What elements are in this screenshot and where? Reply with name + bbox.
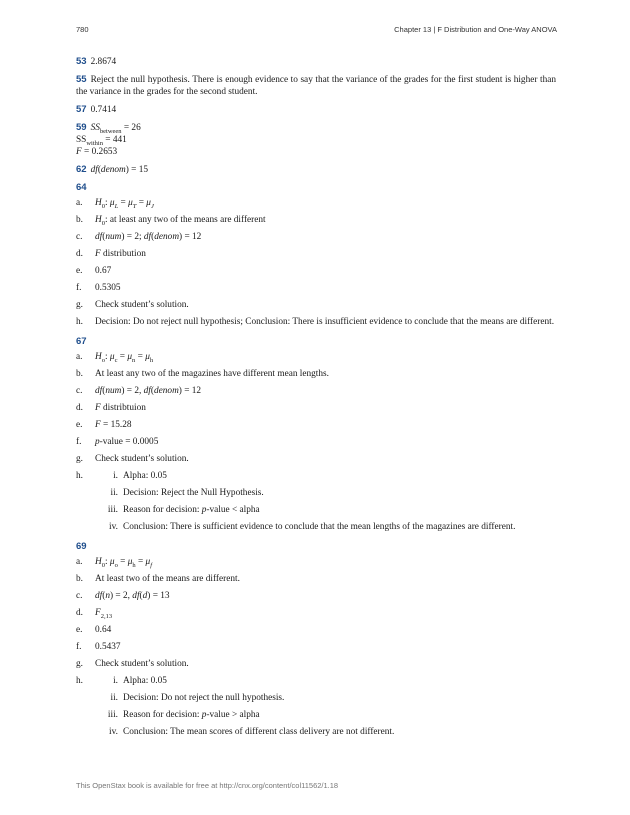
between-subscript: between: [99, 127, 122, 135]
mu-symbol: μ: [127, 557, 133, 567]
item-text: Decision: Do not reject null hypothesis; Conclusion: There is insufficient evidence to conclude that the means are different.: [95, 317, 555, 327]
item-label: f.: [76, 437, 82, 447]
answer-number: 64: [76, 182, 87, 193]
item-label: b.: [76, 574, 83, 584]
answer-number: 62: [76, 164, 87, 175]
mu-subscript: n: [132, 356, 136, 364]
mu-symbol: μ: [128, 198, 133, 208]
item-text: = 15.28: [100, 420, 132, 430]
sub-item-text: Reason for decision:: [123, 505, 202, 515]
ss-between-label: SS: [90, 123, 100, 133]
sub-item-text: Conclusion: The mean scores of different class delivery are not different.: [123, 727, 395, 737]
h-symbol: H: [95, 352, 102, 362]
answer-number: 59: [76, 122, 87, 133]
p-symbol: p: [201, 710, 207, 720]
mu-symbol: μ: [127, 352, 133, 362]
item-label: f.: [76, 642, 82, 652]
equals: =: [136, 198, 147, 208]
f-symbol: F: [95, 249, 101, 259]
sub-item-label: iv.: [109, 727, 118, 737]
denom-label: denom: [100, 165, 126, 175]
item-text: 0.64: [95, 625, 112, 635]
df-label: df: [143, 232, 152, 242]
list-item: [76, 351, 556, 363]
f-symbol: F: [95, 403, 101, 413]
answer-text: 0.7414: [90, 105, 117, 115]
item-label: a.: [76, 352, 83, 362]
mu-symbol: μ: [109, 198, 115, 208]
item-text: At least two of the means are different.: [95, 574, 240, 584]
list-item: [76, 624, 556, 636]
item-text: At least any two of the magazines have different mean lengths.: [95, 369, 329, 379]
sub-item-label: iii.: [107, 505, 118, 515]
sub-item-label: iii.: [107, 710, 118, 720]
answer-67: [76, 336, 556, 533]
denom-label: denom: [154, 386, 179, 396]
sub-item-text: Decision: Do not reject the null hypothesis.: [123, 693, 285, 703]
mu-subscript: h: [149, 356, 154, 364]
list-item: [76, 641, 556, 653]
item-text: 0.5437: [95, 642, 121, 652]
item-label: c.: [76, 386, 83, 396]
item-label: d.: [76, 403, 83, 413]
item-text: Check student’s solution.: [95, 659, 189, 669]
item-text: distribution: [100, 249, 146, 259]
answer-number: 57: [76, 104, 87, 115]
item-text: ) = 2,: [121, 386, 144, 396]
list-item: [76, 248, 556, 260]
item-label: d.: [76, 608, 83, 618]
item-label: b.: [76, 215, 83, 225]
h-subscript: o: [101, 356, 105, 364]
df-label: df: [95, 386, 103, 396]
list-item: [76, 299, 556, 311]
ss-between-value: = 26: [121, 123, 141, 133]
sub-item: [95, 504, 556, 516]
page-footer: This OpenStax book is available for free at http://cnx.org/content/col11562/1.18: [76, 781, 339, 790]
df-label: df: [90, 165, 98, 175]
list-item: [76, 573, 556, 585]
num-label: num: [105, 386, 122, 396]
item-text: ) = 2,: [110, 591, 133, 601]
denom-label: denom: [154, 232, 180, 242]
sub-item: [95, 692, 556, 704]
sub-item-label: i.: [113, 676, 118, 686]
h-subscript: 0: [101, 561, 105, 569]
n-label: n: [105, 591, 110, 601]
ss-within-label: SS: [76, 135, 87, 145]
d-label: d: [142, 591, 148, 601]
item-text: -value = 0.0005: [99, 437, 159, 447]
f-subscript: 2,13: [100, 612, 113, 620]
equals: =: [117, 352, 128, 362]
mu-subscript: J: [150, 202, 154, 210]
mu-subscript: h: [132, 561, 136, 569]
sub-item: [95, 675, 556, 687]
sub-item-label: ii.: [110, 693, 118, 703]
list-item: [76, 675, 556, 738]
list-item: c. df(n) = 2, df(d) = 13: [76, 591, 170, 601]
mu-subscript: L: [114, 202, 119, 210]
list-item: c. df(num) = 2; df(denom) = 12: [76, 232, 202, 242]
df-label: df: [95, 232, 103, 242]
h-subscript: 0: [101, 219, 105, 227]
item-text: 0.5305: [95, 283, 121, 293]
item-label: d.: [76, 249, 83, 259]
mu-symbol: μ: [109, 557, 115, 567]
sub-item: [95, 470, 556, 482]
equals: =: [135, 557, 146, 567]
h-symbol: H: [95, 557, 102, 567]
sub-item-label: iv.: [109, 522, 118, 532]
item-text: Check student’s solution.: [95, 300, 189, 310]
sub-item-text: Alpha: 0.05: [123, 676, 167, 686]
f-symbol: F: [95, 420, 101, 430]
answer-57: [76, 104, 556, 116]
list-item: c. df(num) = 2, df(denom) = 12: [76, 386, 202, 396]
sub-item-text: Decision: Reject the Null Hypothesis.: [123, 488, 264, 498]
list-item: [76, 556, 556, 568]
list-item: [76, 607, 556, 619]
sub-item-text: -value > alpha: [206, 710, 260, 720]
item-text: : at least any two of the means are different: [104, 215, 266, 225]
item-label: h.: [76, 317, 83, 327]
item-label: g.: [76, 454, 83, 464]
p-symbol: p: [201, 505, 207, 515]
mu-symbol: μ: [145, 352, 150, 362]
page-number: 780: [76, 25, 89, 34]
list-item: [76, 470, 556, 533]
f-statistic-value: = 0.2653: [81, 147, 118, 157]
item-label: g.: [76, 300, 83, 310]
answer-53: [76, 56, 556, 68]
sub-item-text: -value < alpha: [206, 505, 260, 515]
list-item: [76, 453, 556, 465]
mu-subscript: f: [150, 561, 153, 569]
ss-within-value: = 441: [102, 135, 127, 145]
list-item: [76, 214, 556, 226]
item-label: h.: [76, 471, 83, 481]
item-label: e.: [76, 266, 83, 276]
within-subscript: within: [86, 139, 103, 147]
list-item: [76, 658, 556, 670]
item-label: b.: [76, 369, 83, 379]
f-symbol: F: [95, 608, 101, 618]
item-text: ) = 13: [147, 591, 170, 601]
equals: =: [117, 557, 128, 567]
equals: =: [135, 352, 146, 362]
sub-item: [95, 726, 556, 738]
item-text: ) = 12: [179, 232, 202, 242]
answer-number: 67: [76, 336, 87, 347]
colon: :: [104, 557, 110, 567]
sub-item-label: i.: [113, 471, 118, 481]
sub-item: [95, 521, 556, 533]
answer-text: 2.8674: [90, 57, 117, 67]
mu-symbol: μ: [145, 557, 151, 567]
answer-55: [76, 74, 556, 98]
sub-item-text: Conclusion: There is sufficient evidence to conclude that the mean lengths of the magazines are different.: [123, 522, 516, 532]
p-symbol: p: [95, 437, 100, 447]
answer-number: 69: [76, 541, 87, 552]
sub-item-text: Alpha: 0.05: [123, 471, 167, 481]
answer-59: [76, 122, 556, 158]
h-symbol: H: [95, 215, 102, 225]
sub-item: [95, 487, 556, 499]
sub-item-label: ii.: [110, 488, 118, 498]
sub-item: [95, 709, 556, 721]
list-item: [76, 436, 556, 448]
item-label: h.: [76, 676, 83, 686]
f-statistic-label: F: [76, 147, 82, 157]
mu-subscript: c: [114, 356, 118, 364]
answer-64: [76, 182, 556, 328]
item-label: a.: [76, 198, 83, 208]
list-item: [76, 197, 556, 209]
df-label: df: [143, 386, 151, 396]
h-symbol: H: [95, 198, 102, 208]
item-text: 0.67: [95, 266, 112, 276]
item-text: ) = 2;: [121, 232, 144, 242]
answer-69: [76, 541, 556, 738]
item-label: g.: [76, 659, 83, 669]
item-text: Check student’s solution.: [95, 454, 189, 464]
list-item: [76, 316, 556, 328]
answer-number: 55: [76, 74, 87, 85]
chapter-title: Chapter 13 | F Distribution and One-Way ANOVA: [394, 25, 557, 34]
num-label: num: [105, 232, 122, 242]
list-item: [76, 402, 556, 414]
item-label: c.: [76, 591, 83, 601]
mu-subscript: T: [132, 202, 137, 210]
item-text: distribtuion: [100, 403, 146, 413]
df-label: df: [95, 591, 103, 601]
h-subscript: 0: [101, 202, 105, 210]
answer-62: 62 df(denom) = 15: [76, 164, 149, 175]
df-value: = 15: [128, 165, 149, 175]
colon: :: [104, 198, 110, 208]
df-label: df: [132, 591, 140, 601]
item-text: ) = 12: [178, 386, 202, 396]
list-item: [76, 265, 556, 277]
sub-item-text: Reason for decision:: [123, 710, 202, 720]
equals: =: [118, 198, 129, 208]
colon: :: [104, 352, 110, 362]
list-item: [76, 282, 556, 294]
answer-text: Reject the null hypothesis. There is enough evidence to say that the variance of the grades for the first student is higher than the variance in the grades for the second student.: [76, 75, 556, 97]
list-item: [76, 419, 556, 431]
list-item: [76, 368, 556, 380]
item-label: c.: [76, 232, 83, 242]
mu-symbol: μ: [146, 198, 151, 208]
mu-symbol: μ: [109, 352, 115, 362]
mu-subscript: o: [114, 561, 118, 569]
item-label: e.: [76, 420, 83, 430]
answer-key: [76, 56, 556, 746]
item-label: e.: [76, 625, 83, 635]
item-label: a.: [76, 557, 83, 567]
item-label: f.: [76, 283, 82, 293]
answer-number: 53: [76, 56, 87, 67]
